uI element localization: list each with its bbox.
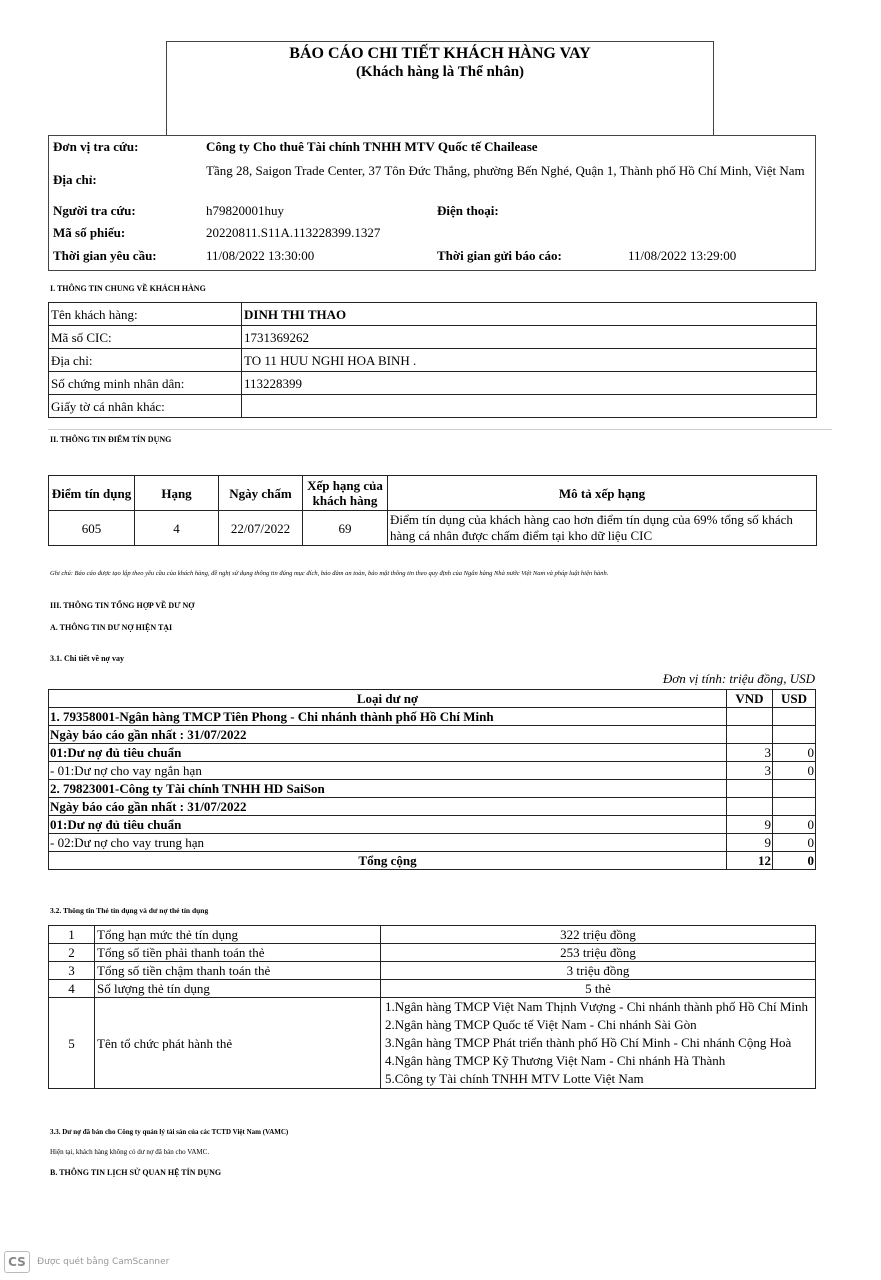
section-3-3-title: 3.3. Dư nợ đã bán cho Công ty quản lý tài sản của các TCTD Việt Nam (VAMC) [50,1128,289,1136]
issuer-item: 5.Công ty Tài chính TNHH MTV Lotte Việt Nam [385,1071,644,1086]
user-label: Người tra cứu: [53,203,136,218]
table-row [49,395,817,418]
camscanner-footer [4,1251,169,1273]
usd-header: USD [773,690,816,708]
debt-label: 2. 79823001-Công ty Tài chính TNHH HD SaiSon [49,780,727,798]
disclaimer-note: Ghi chú: Báo cáo được tạo lập theo yêu cầu của khách hàng, đề nghị sử dụng thông tin đúng mục đích, bảo đảm an toàn, bảo mật thông tin theo quy định của Ngân hàng Nhà nước Việt Nam và pháp luật hiện hành. [50,570,609,577]
unit-value: Công ty Cho thuê Tài chính TNHH MTV Quốc tế Chailease [206,139,538,154]
unit-note: Đơn vị tính: triệu đồng, USD [662,671,815,686]
debt-vnd [727,726,773,744]
credit-card-table [48,925,816,1089]
camscanner-logo-icon: CS [4,1251,30,1273]
vnd-header: VND [727,690,773,708]
table-row [49,780,816,798]
debt-label: 1. 79358001-Ngân hàng TMCP Tiên Phong - Chi nhánh thành phố Hồ Chí Minh [49,708,727,726]
other-id-label: Giấy tờ cá nhân khác: [49,395,242,418]
debt-vnd: 9 [727,816,773,834]
section-3-2-title: 3.2. Thông tin Thẻ tín dụng và dư nợ thẻ tín dụng [50,906,209,915]
debt-usd: 0 [773,834,816,852]
send-time-label: Thời gian gửi báo cáo: [437,248,562,263]
description-value: Điểm tín dụng của khách hàng cao hơn điểm tín dụng của 69% tổng số khách hàng cá nhân được chấm điểm tại kho dữ liệu CIC [388,511,817,546]
ticket-value: 20220811.S11A.113228399.1327 [206,225,381,240]
card-row-no: 2 [49,944,95,962]
table-row [49,980,816,998]
debt-usd: 0 [773,816,816,834]
total-vnd: 12 [727,852,773,870]
debt-detail-table [48,689,816,870]
section-2-title: II. THÔNG TIN ĐIỂM TÍN DỤNG [50,435,172,444]
ticket-label: Mã số phiếu: [53,225,126,240]
debt-label: 01:Dư nợ đủ tiêu chuẩn [49,744,727,762]
report-title-box [166,41,714,135]
customer-name-value: DINH THI THAO [242,303,817,326]
card-row-label: Tổng số tiền chậm thanh toán thẻ [95,962,381,980]
issuers-list [381,998,816,1089]
issuers-no: 5 [49,998,95,1089]
table-row [49,798,816,816]
table-row [49,511,817,546]
card-row-value: 3 triệu đồng [381,962,816,980]
score-value: 605 [49,511,135,546]
score-header: Điểm tín dụng [49,476,135,511]
description-header: Mô tả xếp hạng [388,476,817,511]
total-label: Tổng cộng [49,852,727,870]
issuer-item: 2.Ngân hàng TMCP Quốc tế Việt Nam - Chi nhánh Sài Gòn [385,1017,697,1032]
debt-usd: 0 [773,744,816,762]
card-row-no: 1 [49,926,95,944]
card-row-label: Tổng số tiền phải thanh toán thẻ [95,944,381,962]
card-row-value: 253 triệu đồng [381,944,816,962]
table-row [49,708,816,726]
address-value: Tầng 28, Saigon Trade Center, 37 Tôn Đức Thắng, phường Bến Nghé, Quận 1, Thành phố Hồ Chí Minh, Việt Nam [206,163,805,178]
debt-vnd [727,708,773,726]
request-time-label: Thời gian yêu cầu: [53,248,157,263]
user-value: h79820001huy [206,203,284,218]
address-label: Địa chỉ: [53,172,97,187]
debt-usd [773,798,816,816]
table-row [49,816,816,834]
card-row-label: Số lượng thẻ tín dụng [95,980,381,998]
debt-usd [773,708,816,726]
table-row [49,326,817,349]
request-time-value: 11/08/2022 13:30:00 [206,248,315,263]
card-row-label: Tổng hạn mức thẻ tín dụng [95,926,381,944]
section-3-title: III. THÔNG TIN TỔNG HỢP VỀ DƯ NỢ [50,601,195,610]
requester-info-box [48,135,816,271]
cic-label: Mã số CIC: [49,326,242,349]
send-time-value: 11/08/2022 13:29:00 [628,248,737,263]
card-row-no: 4 [49,980,95,998]
card-row-value: 322 triệu đồng [381,926,816,944]
table-header-row [49,690,816,708]
rank-header: Hạng [135,476,219,511]
debt-vnd: 9 [727,834,773,852]
debt-usd: 0 [773,762,816,780]
debt-label: Ngày báo cáo gần nhất : 31/07/2022 [49,798,727,816]
camscanner-text: Được quét bằng CamScanner [37,1257,170,1267]
total-usd: 0 [773,852,816,870]
table-header-row [49,476,817,511]
debt-label: - 02:Dư nợ cho vay trung hạn [49,834,727,852]
date-value: 22/07/2022 [219,511,303,546]
table-row [49,372,817,395]
table-row [49,926,816,944]
cic-value: 1731369262 [242,326,817,349]
issuer-item: 1.Ngân hàng TMCP Việt Nam Thịnh Vượng - Chi nhánh thành phố Hồ Chí Minh [385,999,808,1014]
section-3b-title: B. THÔNG TIN LỊCH SỬ QUAN HỆ TÍN DỤNG [50,1168,222,1177]
debt-vnd: 3 [727,744,773,762]
other-id-value [242,395,817,418]
customer-address-label: Địa chỉ: [49,349,242,372]
section-3-1-title: 3.1. Chi tiết về nợ vay [50,654,124,663]
table-row [49,726,816,744]
percentile-value: 69 [303,511,388,546]
table-row [49,762,816,780]
debt-type-header: Loại dư nợ [49,690,727,708]
date-header: Ngày chấm [219,476,303,511]
percentile-header: Xếp hạng của khách hàng [303,476,388,511]
id-number-label: Số chứng minh nhân dân: [49,372,242,395]
table-row [49,998,816,1089]
table-row [49,962,816,980]
table-row [49,744,816,762]
debt-vnd [727,798,773,816]
card-row-value: 5 thẻ [381,980,816,998]
id-number-value: 113228399 [242,372,817,395]
issuers-label: Tên tổ chức phát hành thẻ [95,998,381,1089]
unit-label: Đơn vị tra cứu: [53,139,139,154]
debt-label: - 01:Dư nợ cho vay ngắn hạn [49,762,727,780]
card-row-no: 3 [49,962,95,980]
debt-usd [773,726,816,744]
customer-address-value: TO 11 HUU NGHI HOA BINH . [242,349,817,372]
issuer-item: 3.Ngân hàng TMCP Phát triển thành phố Hồ Chí Minh - Chi nhánh Cộng Hoà [385,1035,792,1050]
report-subtitle: (Khách hàng là Thể nhân) [355,64,525,80]
vamc-note: Hiện tại, khách hàng không có dư nợ đã bán cho VAMC. [50,1148,210,1156]
table-row [49,303,817,326]
phone-label: Điện thoại: [437,203,499,218]
customer-name-label: Tên khách hàng: [49,303,242,326]
debt-usd [773,780,816,798]
divider [48,429,832,430]
debt-label: Ngày báo cáo gần nhất : 31/07/2022 [49,726,727,744]
issuer-item: 4.Ngân hàng TMCP Kỹ Thương Việt Nam - Chi nhánh Hà Thành [385,1053,726,1068]
report-title: BÁO CÁO CHI TIẾT KHÁCH HÀNG VAY [289,45,591,62]
table-row [49,834,816,852]
debt-label: 01:Dư nợ đủ tiêu chuẩn [49,816,727,834]
table-row [49,349,817,372]
section-1-title: I. THÔNG TIN CHUNG VỀ KHÁCH HÀNG [50,284,206,293]
debt-vnd: 3 [727,762,773,780]
rank-value: 4 [135,511,219,546]
total-row [49,852,816,870]
debt-vnd [727,780,773,798]
section-3a-title: A. THÔNG TIN DƯ NỢ HIỆN TẠI [50,623,173,632]
credit-score-table [48,475,817,546]
customer-info-table [48,302,817,418]
table-row [49,944,816,962]
